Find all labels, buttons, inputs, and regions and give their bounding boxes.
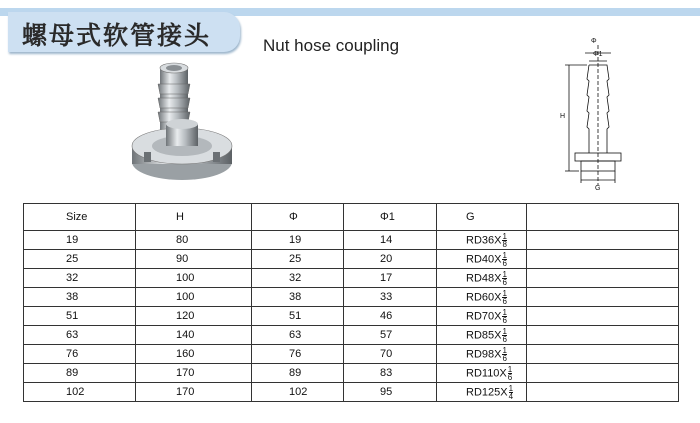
thread-size: RD85X [466,328,502,341]
cell-phi1: 17 [344,269,437,288]
cell-h: 100 [136,288,252,307]
thread-size: RD125X [466,385,508,398]
fraction-numerator: 1 [508,383,514,393]
cell-size: 76 [24,345,136,364]
cell-size: 63 [24,326,136,345]
drawing-label-phi1: Φ1 [593,51,603,58]
thread-size: RD48X [466,271,502,284]
fraction-denominator: 6 [502,315,507,325]
header-phi: Φ [252,204,344,231]
header-h: H [136,204,252,231]
cell-size: 89 [24,364,136,383]
cell-size: 102 [24,383,136,402]
table-row [24,345,679,364]
thread-fraction [508,366,512,381]
fraction-denominator: 4 [508,391,514,401]
cell-phi1: 57 [344,326,437,345]
cell-empty [527,364,679,383]
fraction-numerator: 1 [502,307,507,317]
spec-table [23,203,679,402]
table-row [24,364,679,383]
thread-fraction [502,309,506,324]
cell-phi1: 95 [344,383,437,402]
thread-fraction [502,252,506,267]
thread-fraction [502,271,506,286]
cell-phi1: 70 [344,345,437,364]
fraction-denominator: 6 [507,372,513,382]
cell-h: 170 [136,364,252,383]
cell-h: 100 [136,269,252,288]
fraction-numerator: 1 [502,326,507,336]
cell-phi1: 46 [344,307,437,326]
dimension-drawing [553,35,643,200]
cell-empty [527,345,679,364]
fraction-denominator: 6 [502,353,507,363]
cell-h: 160 [136,345,252,364]
cell-empty [527,250,679,269]
fraction-denominator: 6 [502,258,507,268]
cell-g [437,326,527,345]
drawing-label-h: H [560,113,566,120]
cell-h: 120 [136,307,252,326]
cell-phi: 38 [252,288,344,307]
page-title-chinese: 螺母式软管接头 [22,21,212,50]
fraction-numerator: 1 [502,250,507,260]
cell-phi: 63 [252,326,344,345]
cell-g [437,383,527,402]
table-row [24,326,679,345]
cell-size: 32 [24,269,136,288]
cell-phi1: 33 [344,288,437,307]
cell-phi1: 20 [344,250,437,269]
cell-h: 140 [136,326,252,345]
cell-phi: 51 [252,307,344,326]
cell-phi: 25 [252,250,344,269]
thread-fraction [502,347,506,362]
header-empty [527,204,679,231]
header-size: Size [24,204,136,231]
cell-h: 90 [136,250,252,269]
cell-empty [527,269,679,288]
thread-size: RD98X [466,347,502,360]
cell-g [437,364,527,383]
fraction-denominator: 8 [502,239,507,249]
cell-g [437,345,527,364]
fraction-numerator: 1 [507,364,513,374]
cell-g [437,250,527,269]
fraction-numerator: 1 [502,288,507,298]
cell-h: 170 [136,383,252,402]
cell-g [437,231,527,250]
cell-empty [527,307,679,326]
table-header-row [24,204,679,231]
thread-size: RD70X [466,309,502,322]
thread-fraction [502,328,506,343]
fraction-denominator: 6 [502,277,507,287]
cell-phi1: 83 [344,364,437,383]
thread-size: RD36X [466,233,502,246]
table-row [24,288,679,307]
fraction-numerator: 1 [502,345,507,355]
fraction-numerator: 1 [502,269,507,279]
thread-fraction [509,385,513,400]
cell-phi: 19 [252,231,344,250]
header-g: G [437,204,527,231]
thread-size: RD60X [466,290,502,303]
cell-phi: 89 [252,364,344,383]
cell-size: 19 [24,231,136,250]
cell-empty [527,383,679,402]
fraction-denominator: 6 [502,334,507,344]
table-row [24,307,679,326]
table-row [24,269,679,288]
cell-empty [527,326,679,345]
cell-g [437,307,527,326]
cell-g [437,269,527,288]
cell-empty [527,231,679,250]
cell-phi: 32 [252,269,344,288]
table-row [24,231,679,250]
cell-empty [527,288,679,307]
cell-h: 80 [136,231,252,250]
cell-g [437,288,527,307]
table-row [24,250,679,269]
thread-size: RD110X [466,366,507,379]
thread-fraction [502,290,506,305]
drawing-label-phi: Φ [591,38,597,45]
cell-size: 38 [24,288,136,307]
fraction-numerator: 1 [502,231,507,241]
thread-fraction [502,233,506,248]
table-row [24,383,679,402]
header-phi1: Φ1 [344,204,437,231]
thread-size: RD40X [466,252,502,265]
cell-phi1: 14 [344,231,437,250]
cell-size: 51 [24,307,136,326]
cell-phi: 76 [252,345,344,364]
drawing-label-g: G [595,185,601,192]
fraction-denominator: 6 [502,296,507,306]
product-photo [120,62,260,202]
page-title-english: Nut hose coupling [263,36,400,55]
cell-phi: 102 [252,383,344,402]
cell-size: 25 [24,250,136,269]
